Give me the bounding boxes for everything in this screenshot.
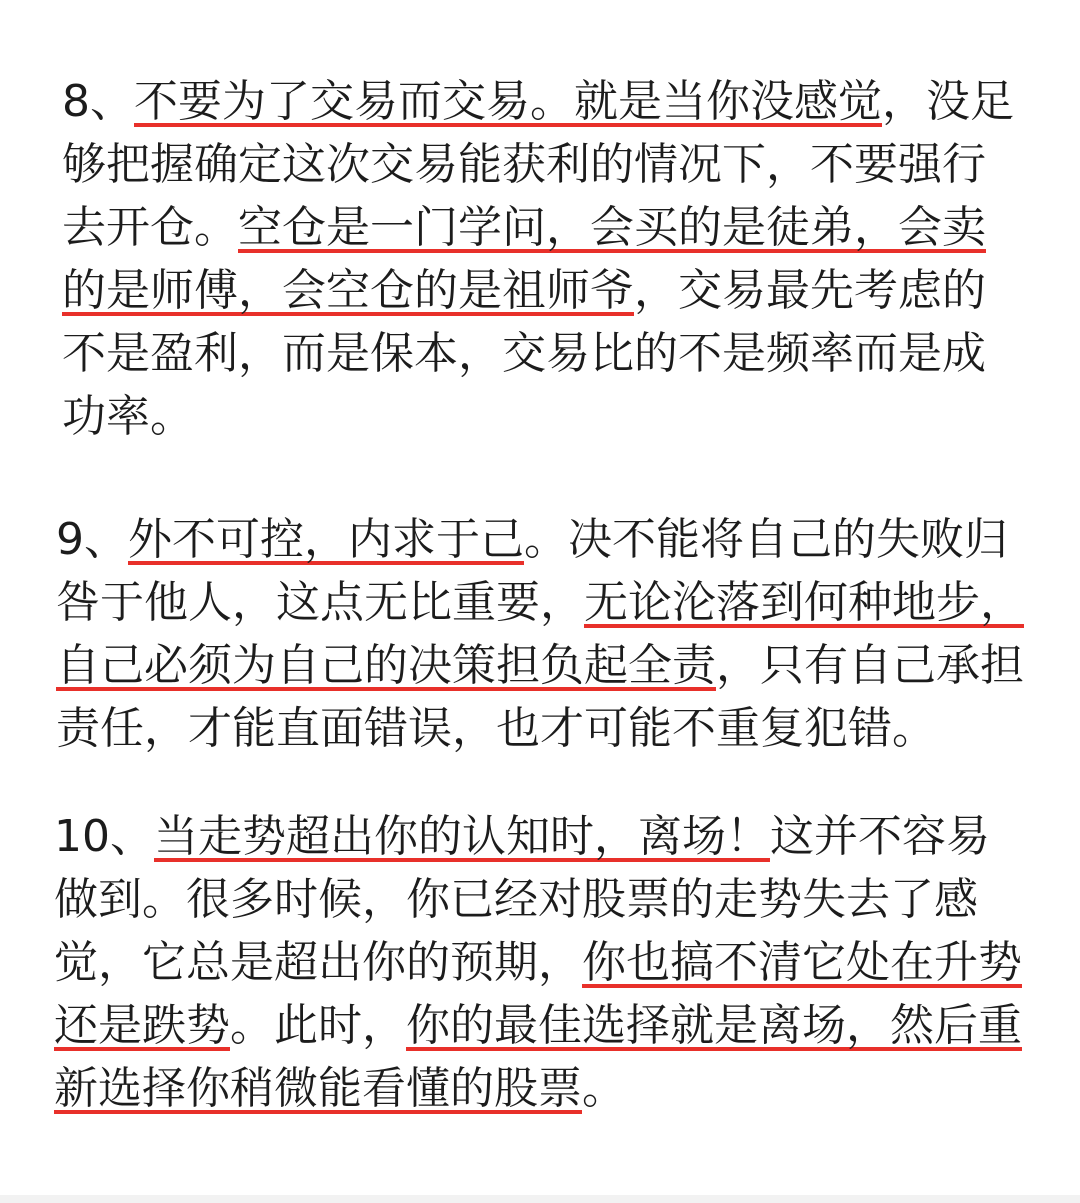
tip-paragraph-10 (54, 805, 1024, 1120)
highlighted-text: 当走势超出你的认知时，离场！ (154, 811, 770, 862)
body-text: ，交易最先考虑的不是盈利，而是保本，交易比的不是频率而是成功率。 (62, 265, 986, 442)
body-text: 。 (582, 1063, 626, 1114)
body-text: 。决不能将自己的失败归咎于他人，这点无比重要， (56, 514, 1008, 628)
highlighted-text: 外不可控，内求于己 (128, 514, 524, 565)
body-text: ，只有自己承担责任，才能直面错误，也才可能不重复犯错。 (56, 640, 1024, 754)
tip-number: 9、 (56, 514, 128, 565)
bottom-divider (0, 1195, 1080, 1203)
body-text: 这并不容易做到。很多时候，你已经对股票的走势失去了感觉，它总是超出你的预期， (54, 811, 990, 988)
body-text: ，没足够把握确定这次交易能获利的情况下，不要强行去开仓。 (62, 76, 1014, 253)
tip-paragraph-8 (62, 70, 1022, 448)
highlighted-text: 你的最佳选择就是离场，然后重新选择你稍微能看懂的股票 (54, 1000, 1022, 1114)
tip-number: 10、 (54, 811, 154, 862)
body-text: 。此时， (230, 1000, 406, 1051)
tip-paragraph-9 (56, 508, 1036, 760)
highlighted-text: 不要为了交易而交易。就是当你没感觉 (134, 76, 882, 127)
highlighted-text: 无论沦落到何种地步，自己必须为自己的决策担负起全责 (56, 577, 1024, 691)
highlighted-text: 空仓是一门学问，会买的是徒弟，会卖的是师傅，会空仓的是祖师爷 (62, 202, 986, 316)
highlighted-text: 你也搞不清它处在升势还是跌势 (54, 937, 1022, 1051)
tip-number: 8、 (62, 76, 134, 127)
